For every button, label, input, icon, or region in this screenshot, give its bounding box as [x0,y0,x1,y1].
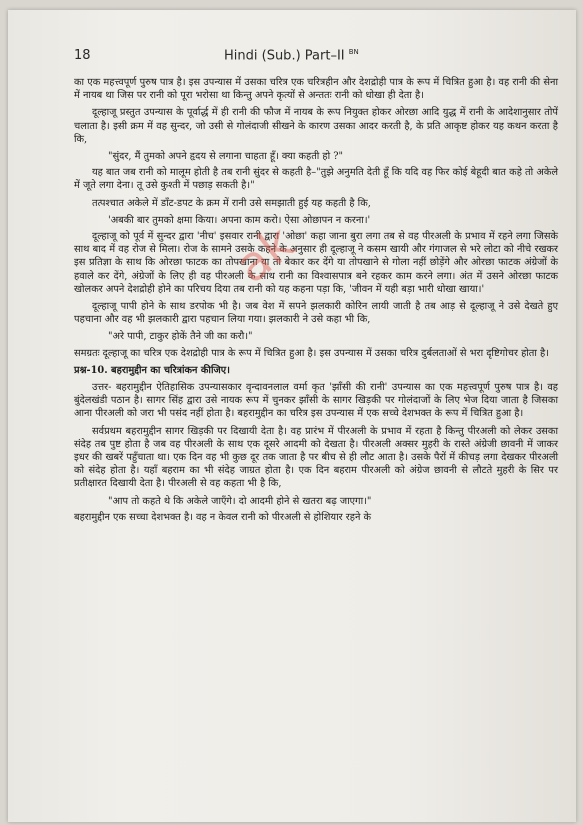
quotation: "अरे पापी, टाकुर होकें तैने जी का करौ।" [108,331,253,343]
document-page [8,10,576,822]
running-title-text: Hindi (Sub.) Part–II [224,48,345,64]
quotation: "सुंदर, मैं तुमको अपने हृदय से लगाना चाहता हूँ। क्या कहती हो ?" [108,151,344,163]
paragraph: दूल्हाजू प्रस्तुत उपन्यास के पूर्वार्द्ध में ही रानी की फौज में नायब के रूप नियुक्त होकर ओरछा आदि युद्ध में रानी के आदेशानुसार तोपें चलाता है। इसी क्रम में वह सुन्दर, जो उसी से गोलंदाजी सीखने के कारण उसका आदर करती है, के प्रति आकृष्ट होकर यह कथन करता है कि, [74,107,558,145]
paragraph: का एक महत्त्वपूर्ण पुरुष पात्र है। इस उपन्यास में उसका चरित्र एक चरित्रहीन और देशद्रोही पात्र के रूप में चित्रित हुआ है। वह रानी की सेना में नायब था जिस पर रानी को पूरा भरोसा था किन्तु अपने कृत्यों से अन्ततः रानी को धोखा ही देता है। [74,77,558,102]
paragraph: यह बात जब रानी को मालूम होती है तब रानी सुंदर से कहती है–"तुझे अनुमति देती हूँ कि यदि वह फिर कोई बेहूदी बात कहे तो अकेले में जूते लगा देना। तू उसे कुश्ती में पछाड़ सकती है।" [74,167,558,192]
paragraph: बहरामुद्दीन एक सच्चा देशभक्त है। वह न केवल रानी को पीरअली से होशियार रहने के [74,511,372,523]
running-title [224,48,359,63]
quotation: "आप तो कहते थे कि अकेले जाएँगे। दो आदमी होने से खतरा बढ़ जाएगा।" [108,495,372,507]
paragraph: दूल्हाजू पापी होने के साथ डरपोक भी है। जब वेश में सपने झलकारी कोरिन लायी जाती है तब आड़ से दूल्हाजू ने उसे देखते हुए पहचाना और वह भी झलकारी द्वारा पहचान लिया गया। झलकारी ने उसे कहा भी कि, [74,301,558,326]
paragraph: तत्पश्चात अकेले में डाँट-डपट के क्रम में रानी उसे समझाती हुई यह कहती है कि, [92,197,371,209]
page-number: 18 [74,48,91,63]
paragraph: सर्वप्रथम बहरामुद्दीन सागर खिड़की पर दिखायी देता है। वह प्रारंभ में पीरअली के प्रभाव में रहता है किन्तु पीरअली को लेकर उसका संदेह तब पुष्ट होता है जब वह पीरअली के साथ एक दूसरे आदमी को देखता है। पीरअली अक्सर मुहरी के रास्ते अंग्रेजी छावनी में जाकर इधर की खबरें पहुँचाता था। एक दिन वह भी कुछ दूर तक जाता है पर बीच से ही लौट आता है। उसके पैरों में कीचड़ लगा देखकर पीरअली को संदेह होता है। यहाँ बहराम का भी संदेह जाग्रत होता है। एक दिन बहराम पीरअली को अंग्रेज छावनी से लौटते मुहरी के सिर पर प्रतीक्षारत दिखायी देता है। पीरअली से वह कहता भी है कि, [74,425,558,490]
quotation: 'अबकी बार तुमको क्षमा किया। अपना काम करो। ऐसा ओछापन न करना।' [108,214,371,226]
question-heading: प्रश्न-10. बहरामुद्दीन का चरित्रांकन कीजिए। [74,364,230,376]
running-title-suffix: BN [348,48,359,56]
paragraph: दूल्हाजू को पूर्व में सुन्दर द्वारा 'नीच' इसवार रानी द्वारा 'ओछा' कहा जाना बुरा लगा तब से वह पीरअली के प्रभाव में रहने लगा जिसके साथ बाद में वह रोज से मिला। रोज के सामने उसके कहने के अनुसार ही दूल्हाजू ने कसम खायी और गंगाजल से भरे लोटा को नीचे रखकर इस प्रतिज्ञा के साथ कि ओरछा फाटक का तोपखाना या तो बेकार कर देंगे या तोपखाने से गोला नहीं छोड़ेंगे और ओरछा फाटक अंग्रेजों के हवाले कर देंगे, अंग्रेजों के लिए ही वह पीरअली के साथ रानी का विश्वासपात्र बने रहकर काम करने लगा। अंत में उसने ओरछा फाटक खोलकर अपने देशद्रोही होने का परिचय दिया तब रानी को यह कहना पड़ा कि, 'जीवन में यही बड़ा भारी धोखा खाया।' [74,231,558,295]
page-header [74,48,552,64]
paragraph: उत्तर- बहरामुद्दीन ऐतिहासिक उपन्यासकार वृन्दावनलाल वर्मा कृत 'झाँसी की रानी' उपन्यास का एक महत्त्वपूर्ण पुरुष पात्र है। वह बुंदेलखंडी पठान है। सागर सिंह द्वारा उसे नायक रूप में चुनकर झाँसी के सागर खिड़की पर गोलंदाजों के लिए भेज दिया जाता है जिसका आना पीरअली को जरा भी पसंद नहीं होता है। बहरामुद्दीन का चरित्र इस उपन्यास में एक सच्चे देशभक्त के रूप में चित्रित हुआ है। [74,382,558,420]
page-body [74,76,558,528]
watermark: ak [224,215,305,295]
paragraph: समग्रतः दूल्हाजू का चरित्र एक देशद्रोही पात्र के रूप में चित्रित हुआ है। इस उपन्यास में उसका चरित्र दुर्बलताओं से भरा दृष्टिगोचर होता है। [74,347,549,359]
